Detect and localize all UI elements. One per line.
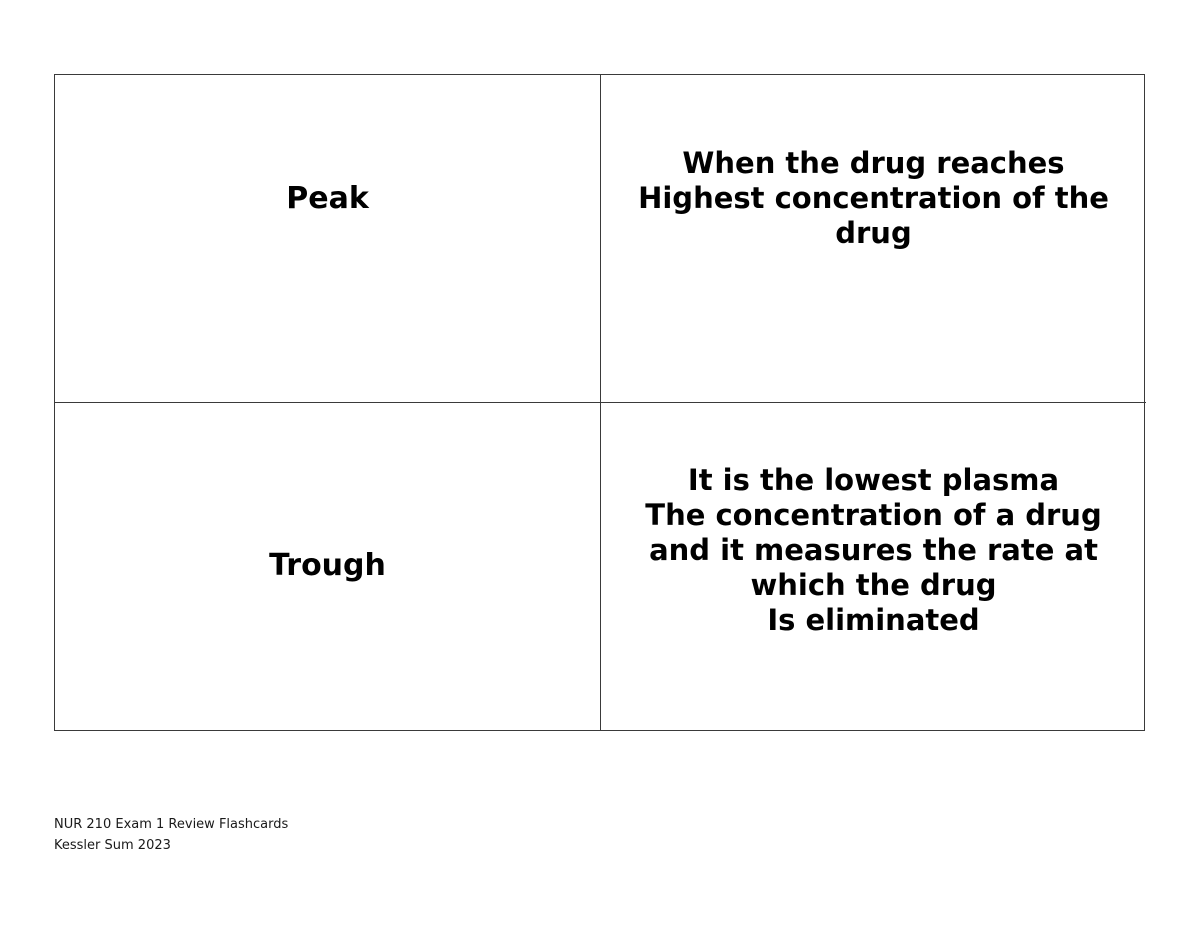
flashcard-term: Peak <box>286 181 369 216</box>
flashcard-definition <box>645 463 1101 638</box>
flashcard-definition-cell <box>601 75 1146 403</box>
definition-line: which the drug <box>750 568 997 602</box>
definition-line: drug <box>835 216 912 250</box>
flashcard-table <box>54 74 1145 731</box>
flashcard-term: Trough <box>269 548 386 583</box>
footer-title: NUR 210 Exam 1 Review Flashcards <box>54 817 289 832</box>
definition-line: The concentration of a drug <box>645 498 1102 532</box>
flashcard-definition-cell <box>601 403 1146 730</box>
definition-line: Is eliminated <box>767 603 980 637</box>
flashcard-term-cell <box>55 403 601 730</box>
flashcard-definition <box>638 146 1109 251</box>
definition-line: It is the lowest plasma <box>687 463 1060 497</box>
footer-author: Kessler Sum 2023 <box>54 838 171 853</box>
flashcard-term-cell <box>55 75 601 403</box>
definition-line: and it measures the rate at <box>649 533 1098 567</box>
page-footer <box>54 814 288 856</box>
definition-line: Highest concentration of the <box>638 181 1109 215</box>
definition-line: When the drug reaches <box>682 146 1065 180</box>
